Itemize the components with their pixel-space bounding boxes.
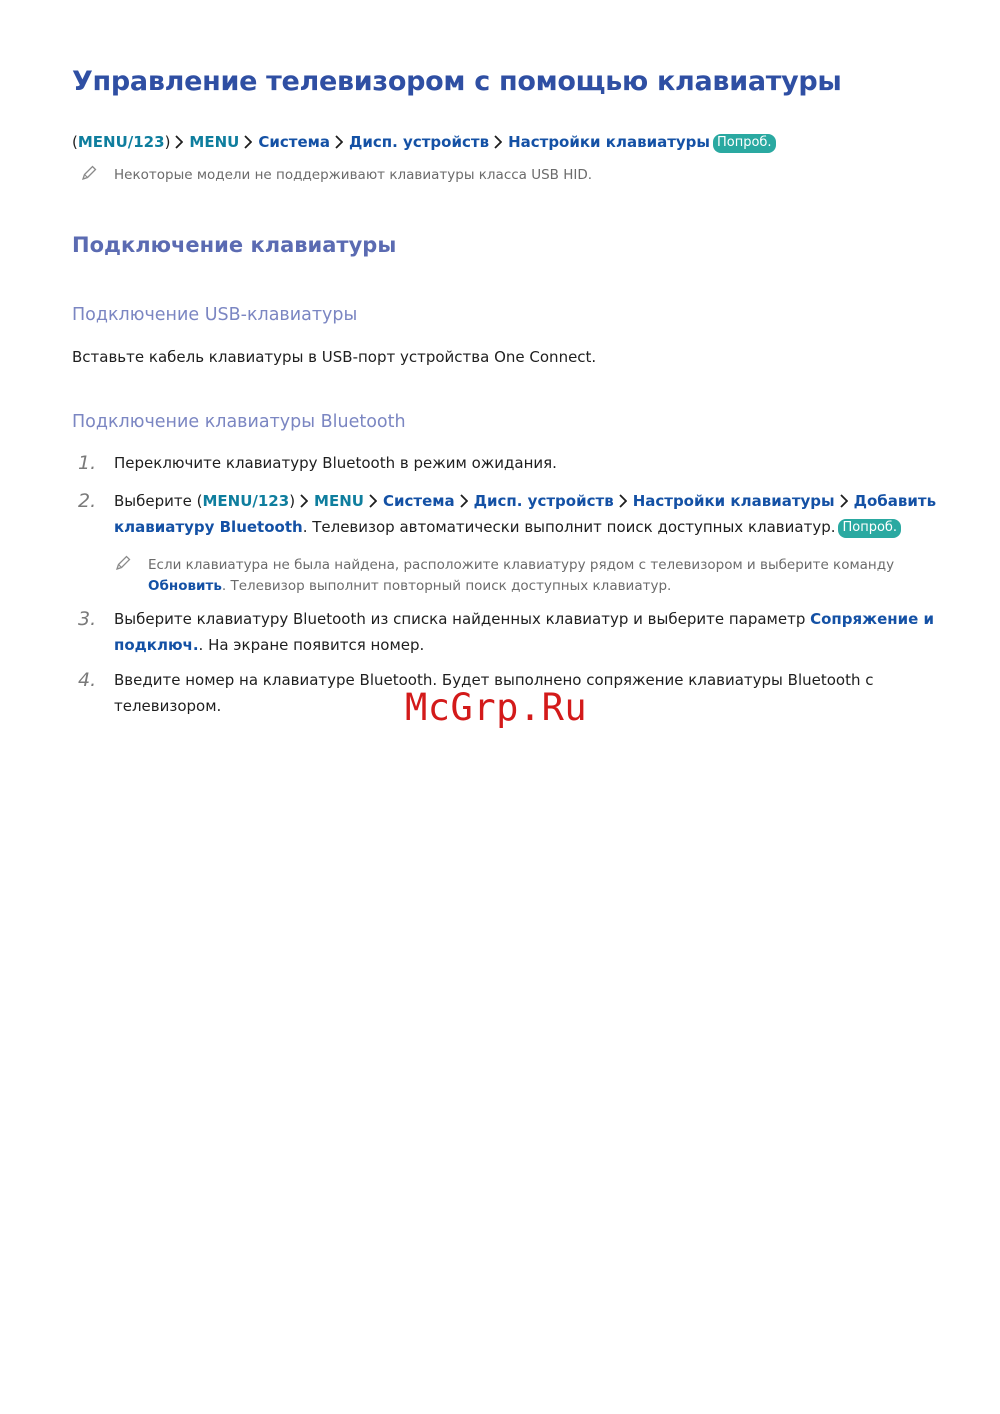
pencil-icon	[80, 164, 98, 182]
usb-text: Вставьте кабель клавиатуры в USB-порт устройства One Connect.	[72, 348, 597, 366]
step-text	[114, 488, 937, 540]
step-line-1: Введите номер на клавиатуре Bluetooth. Будет выполнено сопряжение клавиатуры Bluetooth с	[114, 671, 874, 689]
menu123-link[interactable]: MENU/123	[77, 133, 165, 151]
chevron-right-icon	[335, 135, 343, 149]
chevron-right-icon	[369, 494, 377, 508]
keyboard-settings-link[interactable]: Настройки клавиатуры	[508, 133, 710, 151]
refresh-link[interactable]: Обновить	[148, 578, 222, 594]
system-link[interactable]: Система	[258, 133, 331, 151]
add-keyboard-link[interactable]: Добавить	[853, 492, 937, 510]
try-now-button[interactable]: Попроб.	[713, 134, 776, 153]
system-link[interactable]: Система	[382, 492, 455, 510]
device-manager-link[interactable]: Дисп. устройств	[473, 492, 614, 510]
menu-path	[72, 133, 776, 153]
usb-heading: Подключение USB-клавиатуры	[72, 305, 358, 325]
step-prefix: Выберите	[114, 492, 197, 510]
note-text: Некоторые модели не поддерживают клавиатуры класса USB HID.	[114, 167, 593, 183]
chevron-right-icon	[494, 135, 502, 149]
device-manager-link[interactable]: Дисп. устройств	[349, 133, 490, 151]
step-suffix: . Телевизор автоматически выполнит поиск доступных клавиатур.	[302, 518, 836, 536]
note-line-2: . Телевизор выполнит повторный поиск доступных клавиатур.	[221, 578, 672, 594]
menu123-link[interactable]: MENU/123	[202, 492, 290, 510]
step-line-2: телевизором.	[114, 697, 222, 715]
paren-close: )	[289, 492, 296, 510]
section-title: Подключение клавиатуры	[72, 233, 397, 257]
paren-open: (	[72, 133, 78, 151]
step-text: Переключите клавиатуру Bluetooth в режим ожидания.	[114, 454, 557, 472]
page-title: Управление телевизором с помощью клавиатуры	[72, 66, 842, 97]
pencil-icon	[114, 554, 132, 572]
pair-connect-link-cont[interactable]: подключ.	[114, 636, 199, 654]
add-keyboard-link-cont[interactable]: клавиатуру Bluetooth	[114, 518, 303, 536]
step-number: 4.	[78, 669, 97, 691]
step-number: 1.	[78, 452, 97, 474]
chevron-right-icon	[300, 494, 308, 508]
step-suffix: . На экране появится номер.	[198, 636, 425, 654]
note-text	[148, 555, 894, 597]
watermark: McGrp.Ru	[405, 686, 588, 729]
step-text	[114, 606, 935, 658]
chevron-right-icon	[460, 494, 468, 508]
step-prefix: Выберите клавиатуру Bluetooth из списка найденных клавиатур и выберите параметр	[114, 610, 811, 628]
chevron-right-icon	[244, 135, 252, 149]
chevron-right-icon	[840, 494, 848, 508]
menu-link[interactable]: MENU	[189, 133, 240, 151]
paren-close: )	[164, 133, 171, 151]
keyboard-settings-link[interactable]: Настройки клавиатуры	[632, 492, 835, 510]
chevron-right-icon	[175, 135, 183, 149]
step-number: 2.	[78, 490, 97, 512]
pair-connect-link[interactable]: Сопряжение и	[810, 610, 935, 628]
chevron-right-icon	[619, 494, 627, 508]
note-line-1: Если клавиатура не была найдена, расположите клавиатуру рядом с телевизором и выберите команду	[148, 557, 895, 573]
try-now-button[interactable]: Попроб.	[838, 519, 901, 538]
paren-open: (	[196, 492, 203, 510]
menu-link[interactable]: MENU	[314, 492, 364, 510]
bluetooth-heading: Подключение клавиатуры Bluetooth	[72, 412, 406, 432]
step-number: 3.	[78, 608, 97, 630]
